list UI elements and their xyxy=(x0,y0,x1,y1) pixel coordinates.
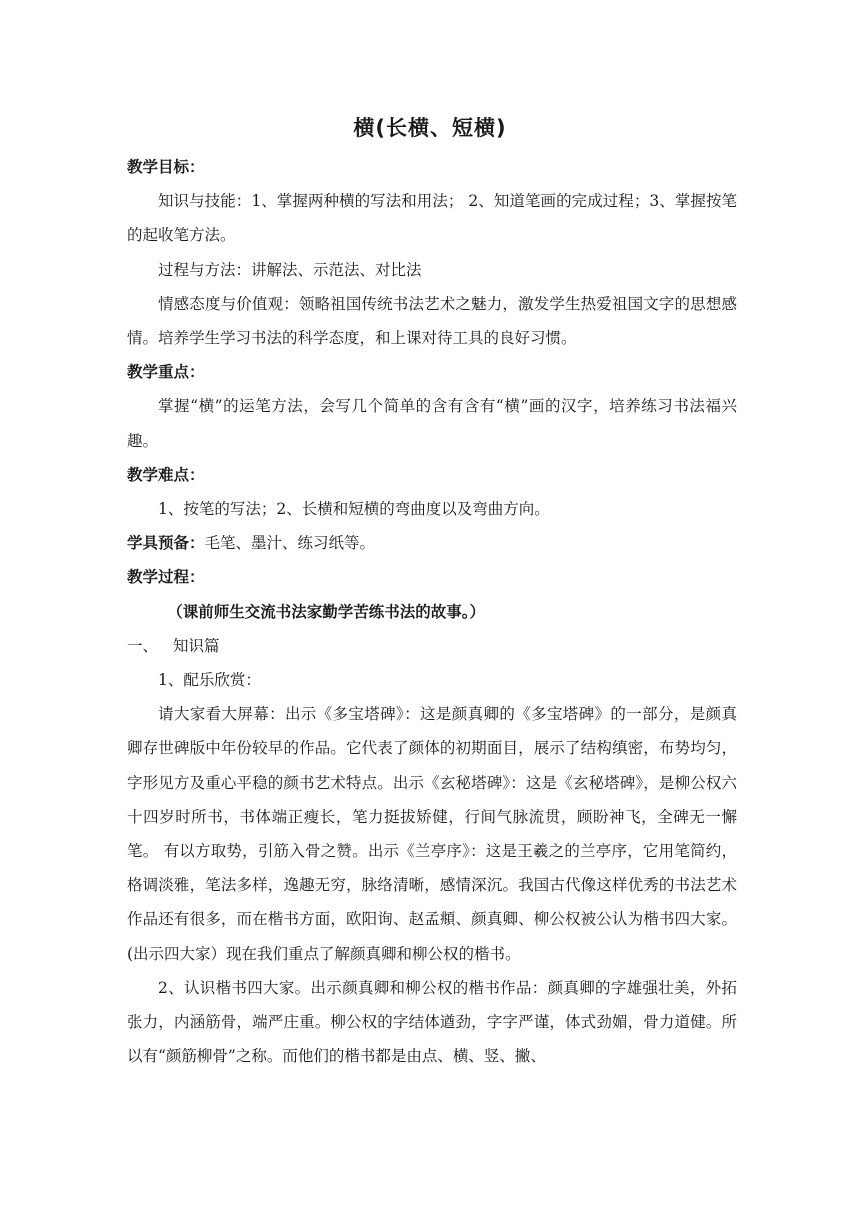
step1-paragraph: 请大家看大屏幕：出示《多宝塔碑》：这是颜真卿的《多宝塔碑》的一部分，是颜真卿存世碑版中年份较早的作品。它代表了颜体的初期面目，展示了结构缜密，布势均匀，字形见方及重心平稳的颜书艺术特点。出示《玄秘塔碑》：这是《玄秘塔碑》，是柳公权六十四岁时所书，书体端正瘦长，笔力挺拔矫健，行间气脉流贯，顾盼神飞，全碑无一懈笔。 有以方取势，引筋入骨之赞。出示《兰亭序》：这是王羲之的兰亭序，它用笔简约，格调淡雅，笔法多样，逸趣无穷，脉络清晰，感情深沉。我国古代像这样优秀的书法艺术作品还有很多，而在楷书方面，欧阳询、赵孟頫、颜真卿、柳公权被公认为楷书四大家。(出示四大家）现在我们重点了解颜真卿和柳公权的楷书。 xyxy=(127,705,737,963)
key-points-heading: 教学重点： xyxy=(127,363,205,382)
tools-line xyxy=(127,526,737,560)
difficulties-heading: 教学难点： xyxy=(127,465,205,484)
process-methods-paragraph: 过程与方法：讲解法、示范法、对比法 xyxy=(158,260,422,279)
document-title: 横(长横、短横) xyxy=(353,116,507,140)
difficulties-paragraph: 1、按笔的写法；2、长横和短横的弯曲度以及弯曲方向。 xyxy=(158,500,550,519)
document-body xyxy=(127,150,737,1073)
key-points-paragraph: 掌握“横”的运笔方法，会写几个简单的含有含有“横”画的汉字，培养练习书法福兴趣。 xyxy=(127,397,737,450)
part1-line xyxy=(127,629,737,663)
knowledge-skills-paragraph: 知识与技能：1、掌握两种横的写法和用法； 2、知道笔画的完成过程；3、掌握按笔的起收笔方法。 xyxy=(127,192,737,245)
teaching-goals-heading: 教学目标： xyxy=(127,158,205,176)
tools-heading: 学具预备： xyxy=(127,534,205,553)
part1-title: 知识篇 xyxy=(173,636,220,655)
pre-class-note: （课前师生交流书法家勤学苦练书法的故事。） xyxy=(167,602,486,621)
step1-title: 1、配乐欣赏： xyxy=(158,671,261,690)
part1-marker: 一、 xyxy=(127,636,159,655)
procedure-heading: 教学过程： xyxy=(127,568,205,587)
tools-text: 毛笔、墨汁、练习纸等。 xyxy=(204,534,376,553)
step2-paragraph: 2、认识楷书四大家。出示颜真卿和柳公权的楷书作品：颜真卿的字雄强壮美，外拓张力，内涵筋骨，端严庄重。柳公权的字结体遒劲，字字严谨，体式劲媚，骨力道健。所以有“颜筋柳骨”之称。而他们的楷书都是由点、横、竖、撇、 xyxy=(127,978,737,1066)
emotion-values-paragraph: 情感态度与价值观：领略祖国传统书法艺术之魅力，激发学生热爱祖国文字的思想感情。培养学生学习书法的科学态度，和上课对待工具的良好习惯。 xyxy=(127,294,737,348)
